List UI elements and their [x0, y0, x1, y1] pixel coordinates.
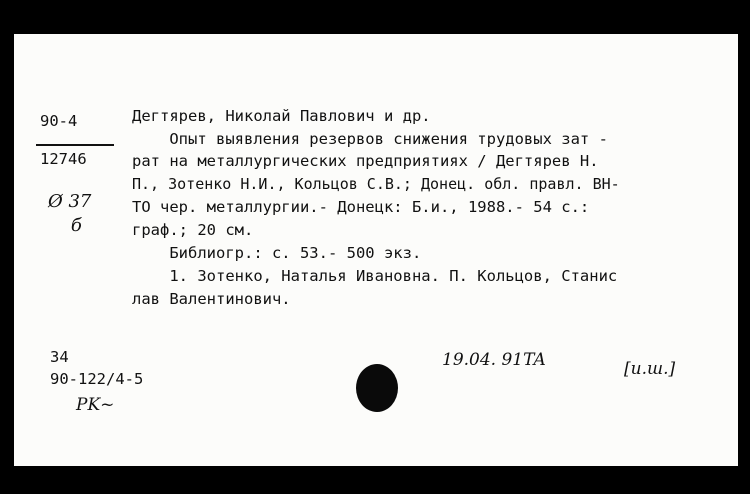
card-line-8: 1. Зотенко, Наталья Ивановна. П. Кольцов, Станис — [132, 267, 618, 285]
catalog-card — [14, 34, 738, 466]
handwritten-code-note: PK~ — [76, 395, 115, 415]
handwritten-mark: Ø 37 б — [48, 191, 92, 236]
card-line-3: рат на металлургических предприятиях / Дегтярев Н. — [132, 152, 599, 170]
card-line-5: ТО чер. металлургии.- Донецк: Б.и., 1988.- 54 с.: — [132, 198, 590, 216]
card-line-2: Опыт выявления резервов снижения трудовых зат - — [132, 130, 608, 148]
inventory-number: 12746 — [40, 150, 87, 168]
card-line-4: П., Зотенко Н.И., Кольцов С.В.; Донец. обл. правл. ВН- — [132, 175, 620, 193]
index-code: 90-122/4-5 — [50, 370, 144, 388]
card-line-6: граф.; 20 см. — [132, 221, 254, 239]
card-line-7: Библиогр.: с. 53.- 500 экз. — [132, 244, 422, 262]
shelf-mark: 90-4 — [40, 112, 78, 130]
class-code: 34 — [50, 348, 69, 366]
card-line-9: лав Валентинович. — [132, 290, 291, 308]
shelf-divider — [36, 144, 114, 146]
punched-hole — [356, 364, 398, 412]
stamp-date: 19.04. 91TA — [442, 350, 546, 370]
stamp-bracket: [и.ш.] — [624, 359, 676, 379]
card-line-1: Дегтярев, Николай Павлович и др. — [132, 107, 431, 125]
